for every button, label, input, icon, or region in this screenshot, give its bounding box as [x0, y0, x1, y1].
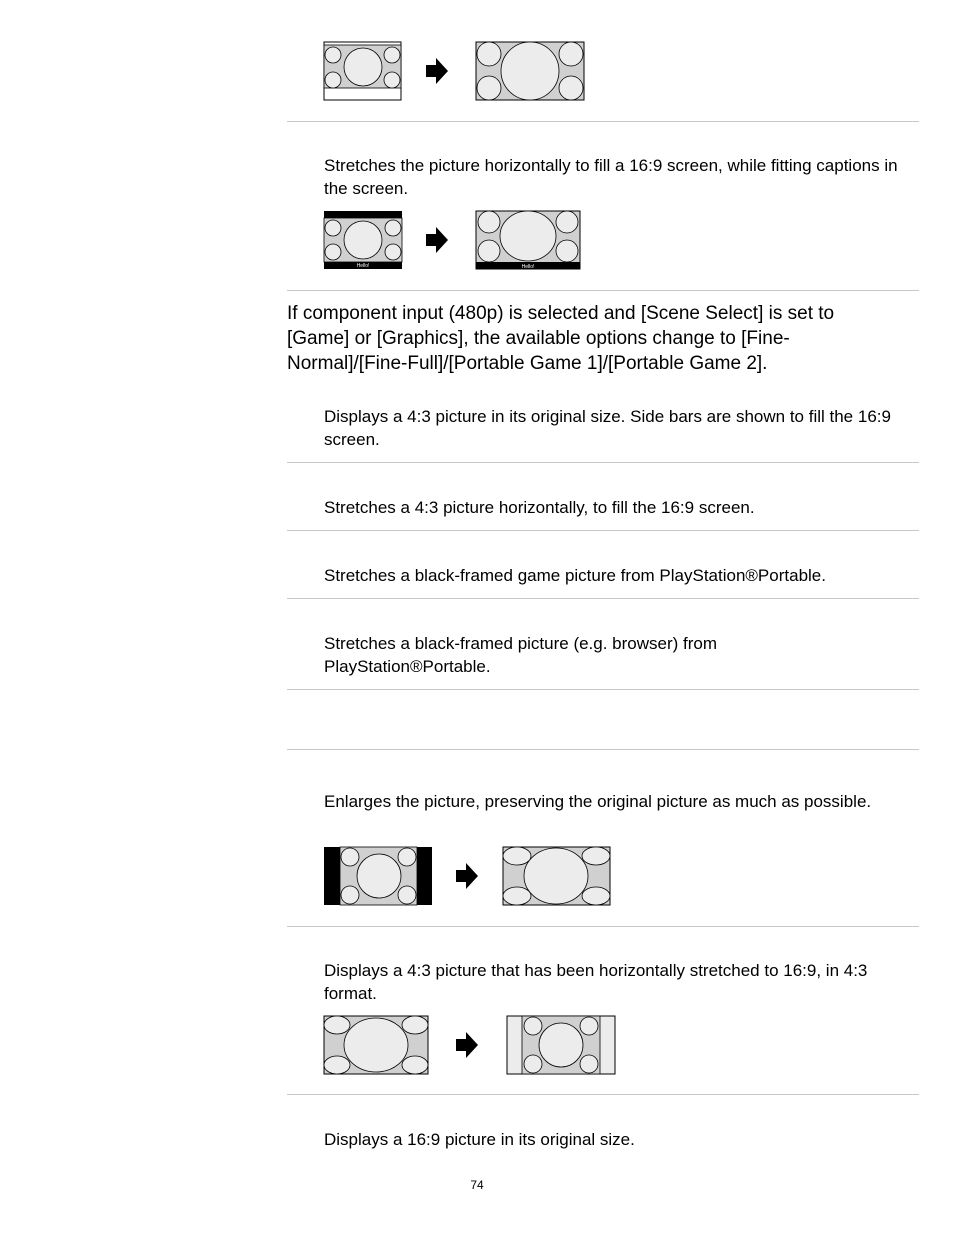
description-wide-zoom: Stretches the picture horizontally to fill a 16:9 screen, while fitting captions in the screen. [324, 156, 898, 198]
illustration-wide-zoom [323, 210, 583, 272]
description-portable-game-2: Stretches a black-framed picture (e.g. browser) from PlayStation®Portable. [324, 634, 718, 676]
illustration-normal-pc [323, 1015, 618, 1077]
divider [287, 926, 919, 927]
arrow-right-icon [456, 1032, 478, 1058]
illustration-wide-zoom-pc [323, 846, 613, 908]
description-fine-full: Stretches a 4:3 picture horizontally, to fill the 16:9 screen. [324, 498, 755, 517]
result-picture [503, 847, 610, 905]
result-picture [476, 211, 580, 270]
divider [287, 598, 919, 599]
illustration-zoom-top [323, 41, 587, 103]
page-number: 74 [470, 1178, 484, 1192]
source-picture [324, 1016, 428, 1074]
description-normal-pc: Displays a 4:3 picture that has been horizontally stretched to 16:9, in 4:3 format. [324, 961, 868, 1003]
result-picture [507, 1016, 615, 1074]
description-fine-normal: Displays a 4:3 picture in its original size. Side bars are shown to fill the 16:9 screen. [324, 407, 891, 449]
source-picture [324, 42, 401, 100]
result-picture [476, 42, 584, 100]
note-component-input: If component input (480p) is selected and [Scene Select] is set to [Game] or [Graphics], the available options change to [Fine-Normal]/[Fine-Full]/[Portable Game 1]/[Portable Game 2]. [287, 303, 835, 374]
divider [287, 530, 919, 531]
divider [287, 749, 919, 750]
source-picture [324, 847, 432, 905]
source-picture [324, 211, 402, 269]
divider [287, 689, 919, 690]
arrow-right-icon [426, 58, 448, 84]
divider [287, 462, 919, 463]
divider [287, 290, 919, 291]
arrow-right-icon [426, 227, 448, 253]
divider [287, 121, 919, 122]
description-portable-game-1: Stretches a black-framed game picture from PlayStation®Portable. [324, 566, 826, 585]
arrow-right-icon [456, 863, 478, 889]
description-full-pc: Displays a 16:9 picture in its original size. [324, 1130, 635, 1149]
divider [287, 1094, 919, 1095]
caption-text: Hello! [356, 263, 370, 269]
description-wide-zoom-pc: Enlarges the picture, preserving the original picture as much as possible. [324, 792, 872, 811]
caption-text: Hello! [521, 264, 535, 270]
